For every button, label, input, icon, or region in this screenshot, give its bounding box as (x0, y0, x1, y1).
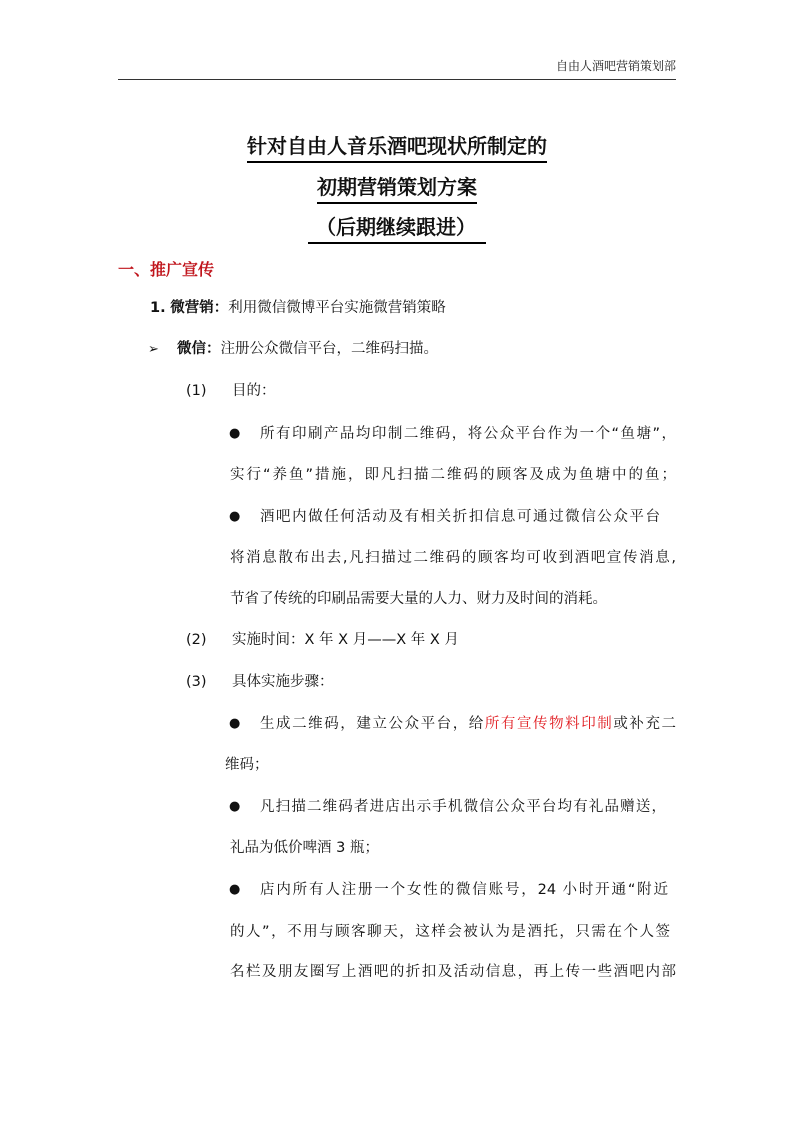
wechat-item: 微信：注册公众微信平台，二维码扫描。 (177, 341, 438, 357)
bullet-icon: ● (229, 716, 241, 731)
doc-title-line1: 针对自由人音乐酒吧现状所制定的 (0, 130, 794, 163)
bullet-text: 实行“养鱼”措施，即凡扫描二维码的顾客及成为鱼塘中的鱼； (230, 467, 676, 483)
bullet-text: 酒吧内做任何活动及有相关折扣信息可通过微信公众平台 (260, 509, 660, 525)
bullet-icon: ● (229, 426, 241, 441)
arrow-bullet-icon: ➢ (148, 342, 159, 357)
doc-title-line3: （后期继续跟进） (0, 211, 794, 244)
bullet-text: 将消息散布出去,凡扫描过二维码的顾客均可收到酒吧宣传消息, (230, 550, 676, 566)
bullet-text: 节省了传统的印刷品需要大量的人力、财力及时间的消耗。 (230, 591, 607, 607)
bullet-icon: ● (229, 882, 241, 897)
bullet-text: 店内所有人注册一个女性的微信账号，24 小时开通“附近 (260, 882, 668, 898)
page-header: 自由人酒吧营销策划部 (555, 59, 676, 73)
bullet-text: 维码； (225, 757, 269, 773)
bullet-text: 的人”，不用与顾客聊天，这样会被认为是酒托，只需在个人签 (230, 924, 670, 940)
bullet-text: 生成二维码，建立公众平台，给所有宣传物料印制或补充二 (260, 716, 677, 732)
item-1: 1. 微营销：利用微信微博平台实施微营销策略 (150, 300, 446, 316)
doc-title-line2: 初期营销策划方案 (0, 171, 794, 204)
sub3-label: 具体实施步骤： (232, 674, 334, 690)
bullet-text: 凡扫描二维码者进店出示手机微信公众平台均有礼品赠送， (260, 799, 666, 815)
bullet-icon: ● (229, 509, 241, 524)
section-heading: 一、推广宣传 (118, 260, 215, 279)
sub2-text: 实施时间：X 年 X 月——X 年 X 月 (232, 632, 459, 648)
bullet-text: 所有印刷产品均印制二维码，将公众平台作为一个“鱼塘”， (260, 426, 676, 442)
sub2-number: (2) (186, 632, 207, 648)
sub1-label: 目的： (232, 383, 276, 399)
bullet-text: 礼品为低价啤酒 3 瓶； (230, 840, 379, 856)
sub1-number: (1) (186, 383, 207, 399)
bullet-icon: ● (229, 799, 241, 814)
sub3-number: (3) (186, 674, 207, 690)
highlighted-text: 所有宣传物料印制 (484, 716, 614, 732)
header-rule (118, 79, 676, 80)
bullet-text: 名栏及朋友圈写上酒吧的折扣及活动信息，再上传一些酒吧内部 (230, 964, 676, 980)
